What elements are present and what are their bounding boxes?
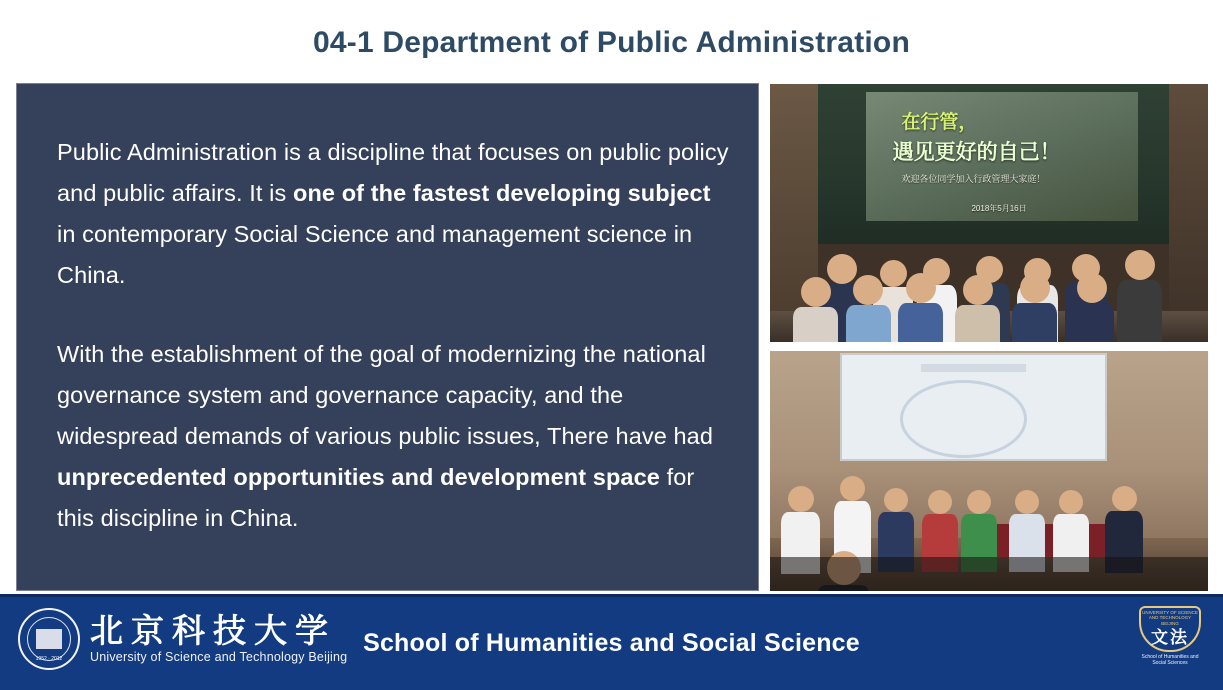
photo-top-person-head bbox=[880, 260, 907, 287]
photo-top-person-body bbox=[898, 303, 943, 342]
school-badge-subtitle: School of Humanities and Social Sciences bbox=[1141, 654, 1199, 667]
photo-top-person-head bbox=[1020, 273, 1050, 303]
photo-top-person-body bbox=[846, 305, 891, 342]
school-badge-icon bbox=[1139, 606, 1201, 652]
photo-top-right-wall bbox=[1169, 84, 1208, 342]
paragraph-2 bbox=[57, 334, 730, 539]
paragraph-2-segment-3: for this discipline in China. bbox=[57, 464, 695, 531]
photo-bottom-foreground-shadow bbox=[770, 557, 1208, 591]
photo-bottom-person bbox=[840, 476, 865, 548]
photo-seminar-picture bbox=[770, 351, 1208, 591]
photo-bottom-person bbox=[1059, 490, 1083, 548]
photo-top-person-head bbox=[963, 275, 993, 305]
photo-bottom-person-head bbox=[884, 488, 908, 512]
photo-top-person-body bbox=[1117, 280, 1162, 342]
photo-top-person bbox=[1077, 273, 1107, 337]
photo-top-person-body bbox=[1069, 303, 1114, 342]
photo-bottom-person-head bbox=[1112, 486, 1137, 511]
photo-top-person-head bbox=[1125, 250, 1155, 280]
photo-bottom-person-head bbox=[1015, 490, 1039, 514]
paragraph-2-segment-2-bold: unprecedented opportunities and development space bbox=[57, 464, 660, 490]
seal-year-label: 1952 · 2012 bbox=[35, 656, 63, 662]
photo-top-caption-line-1: 在行管， bbox=[901, 112, 978, 134]
photo-top-person-head bbox=[906, 273, 936, 303]
photo-bottom-person bbox=[884, 488, 908, 548]
school-badge bbox=[1137, 606, 1203, 678]
school-badge-cn: 文法 bbox=[1151, 628, 1189, 648]
photo-top-person bbox=[1020, 273, 1050, 337]
photo-bottom-person-head bbox=[788, 486, 814, 512]
photo-top-person-head bbox=[853, 275, 883, 305]
photo-bottom-person bbox=[1112, 486, 1137, 548]
photo-bottom-projection-screen bbox=[840, 353, 1107, 460]
photo-group-picture bbox=[770, 84, 1208, 342]
content-panel bbox=[16, 83, 759, 591]
footer-title: School of Humanities and Social Science bbox=[363, 629, 860, 657]
photo-bottom-person bbox=[967, 490, 991, 548]
photo-top-person bbox=[906, 273, 936, 337]
photo-top-person bbox=[963, 275, 993, 337]
photo-top-person-body bbox=[793, 307, 838, 342]
photo-top-person-head bbox=[801, 277, 831, 307]
paragraph-1-segment-3: in contemporary Social Science and management science in China. bbox=[57, 221, 693, 288]
photo-top-person-body bbox=[955, 305, 1000, 342]
photo-top-caption-line-4: 2018年5月16日 bbox=[971, 203, 1027, 213]
photo-bottom-person-head bbox=[840, 476, 865, 501]
photo-top-person bbox=[801, 277, 831, 337]
photo-bottom-person-head bbox=[1059, 490, 1083, 514]
footer-bar bbox=[0, 594, 1223, 690]
photo-top-person-body bbox=[1012, 303, 1057, 342]
photo-bottom-screen-header bbox=[921, 364, 1026, 372]
photo-top-caption-line-2: 遇见更好的自己！ bbox=[892, 140, 1061, 164]
paragraph-1 bbox=[57, 132, 730, 296]
university-name-en: University of Science and Technology Beijing bbox=[90, 650, 348, 665]
photo-bottom-person bbox=[788, 486, 814, 548]
school-badge-top-text: UNIVERSITY OF SCIENCE AND TECHNOLOGY BEIJING bbox=[1142, 610, 1198, 626]
photo-bottom-screen-graphic bbox=[900, 380, 1027, 458]
photo-top-person bbox=[853, 275, 883, 337]
photo-top-person-head bbox=[1077, 273, 1107, 303]
photo-top-caption-line-3: 欢迎各位同学加入行政管理大家庭！ bbox=[901, 173, 1046, 184]
paragraph-1-segment-1: Public Administration is a discipline that focuses on public policy and public affairs. It is bbox=[57, 139, 729, 206]
photo-bottom-person-head bbox=[967, 490, 991, 514]
paragraph-2-segment-1: With the establishment of the goal of modernizing the national governance system and governance capacity, and the widespread demands of various public issues, There have had bbox=[57, 341, 714, 449]
photo-bottom-person-head bbox=[928, 490, 952, 514]
university-name-cn: 北京科技大学 bbox=[90, 610, 336, 650]
page-title: 04-1 Department of Public Administration bbox=[313, 26, 910, 59]
photo-bottom-person bbox=[1015, 490, 1039, 548]
photo-top-person bbox=[1125, 250, 1155, 332]
photo-bottom-person bbox=[928, 490, 952, 548]
paragraph-1-segment-2-bold: one of the fastest developing subject bbox=[292, 180, 711, 206]
